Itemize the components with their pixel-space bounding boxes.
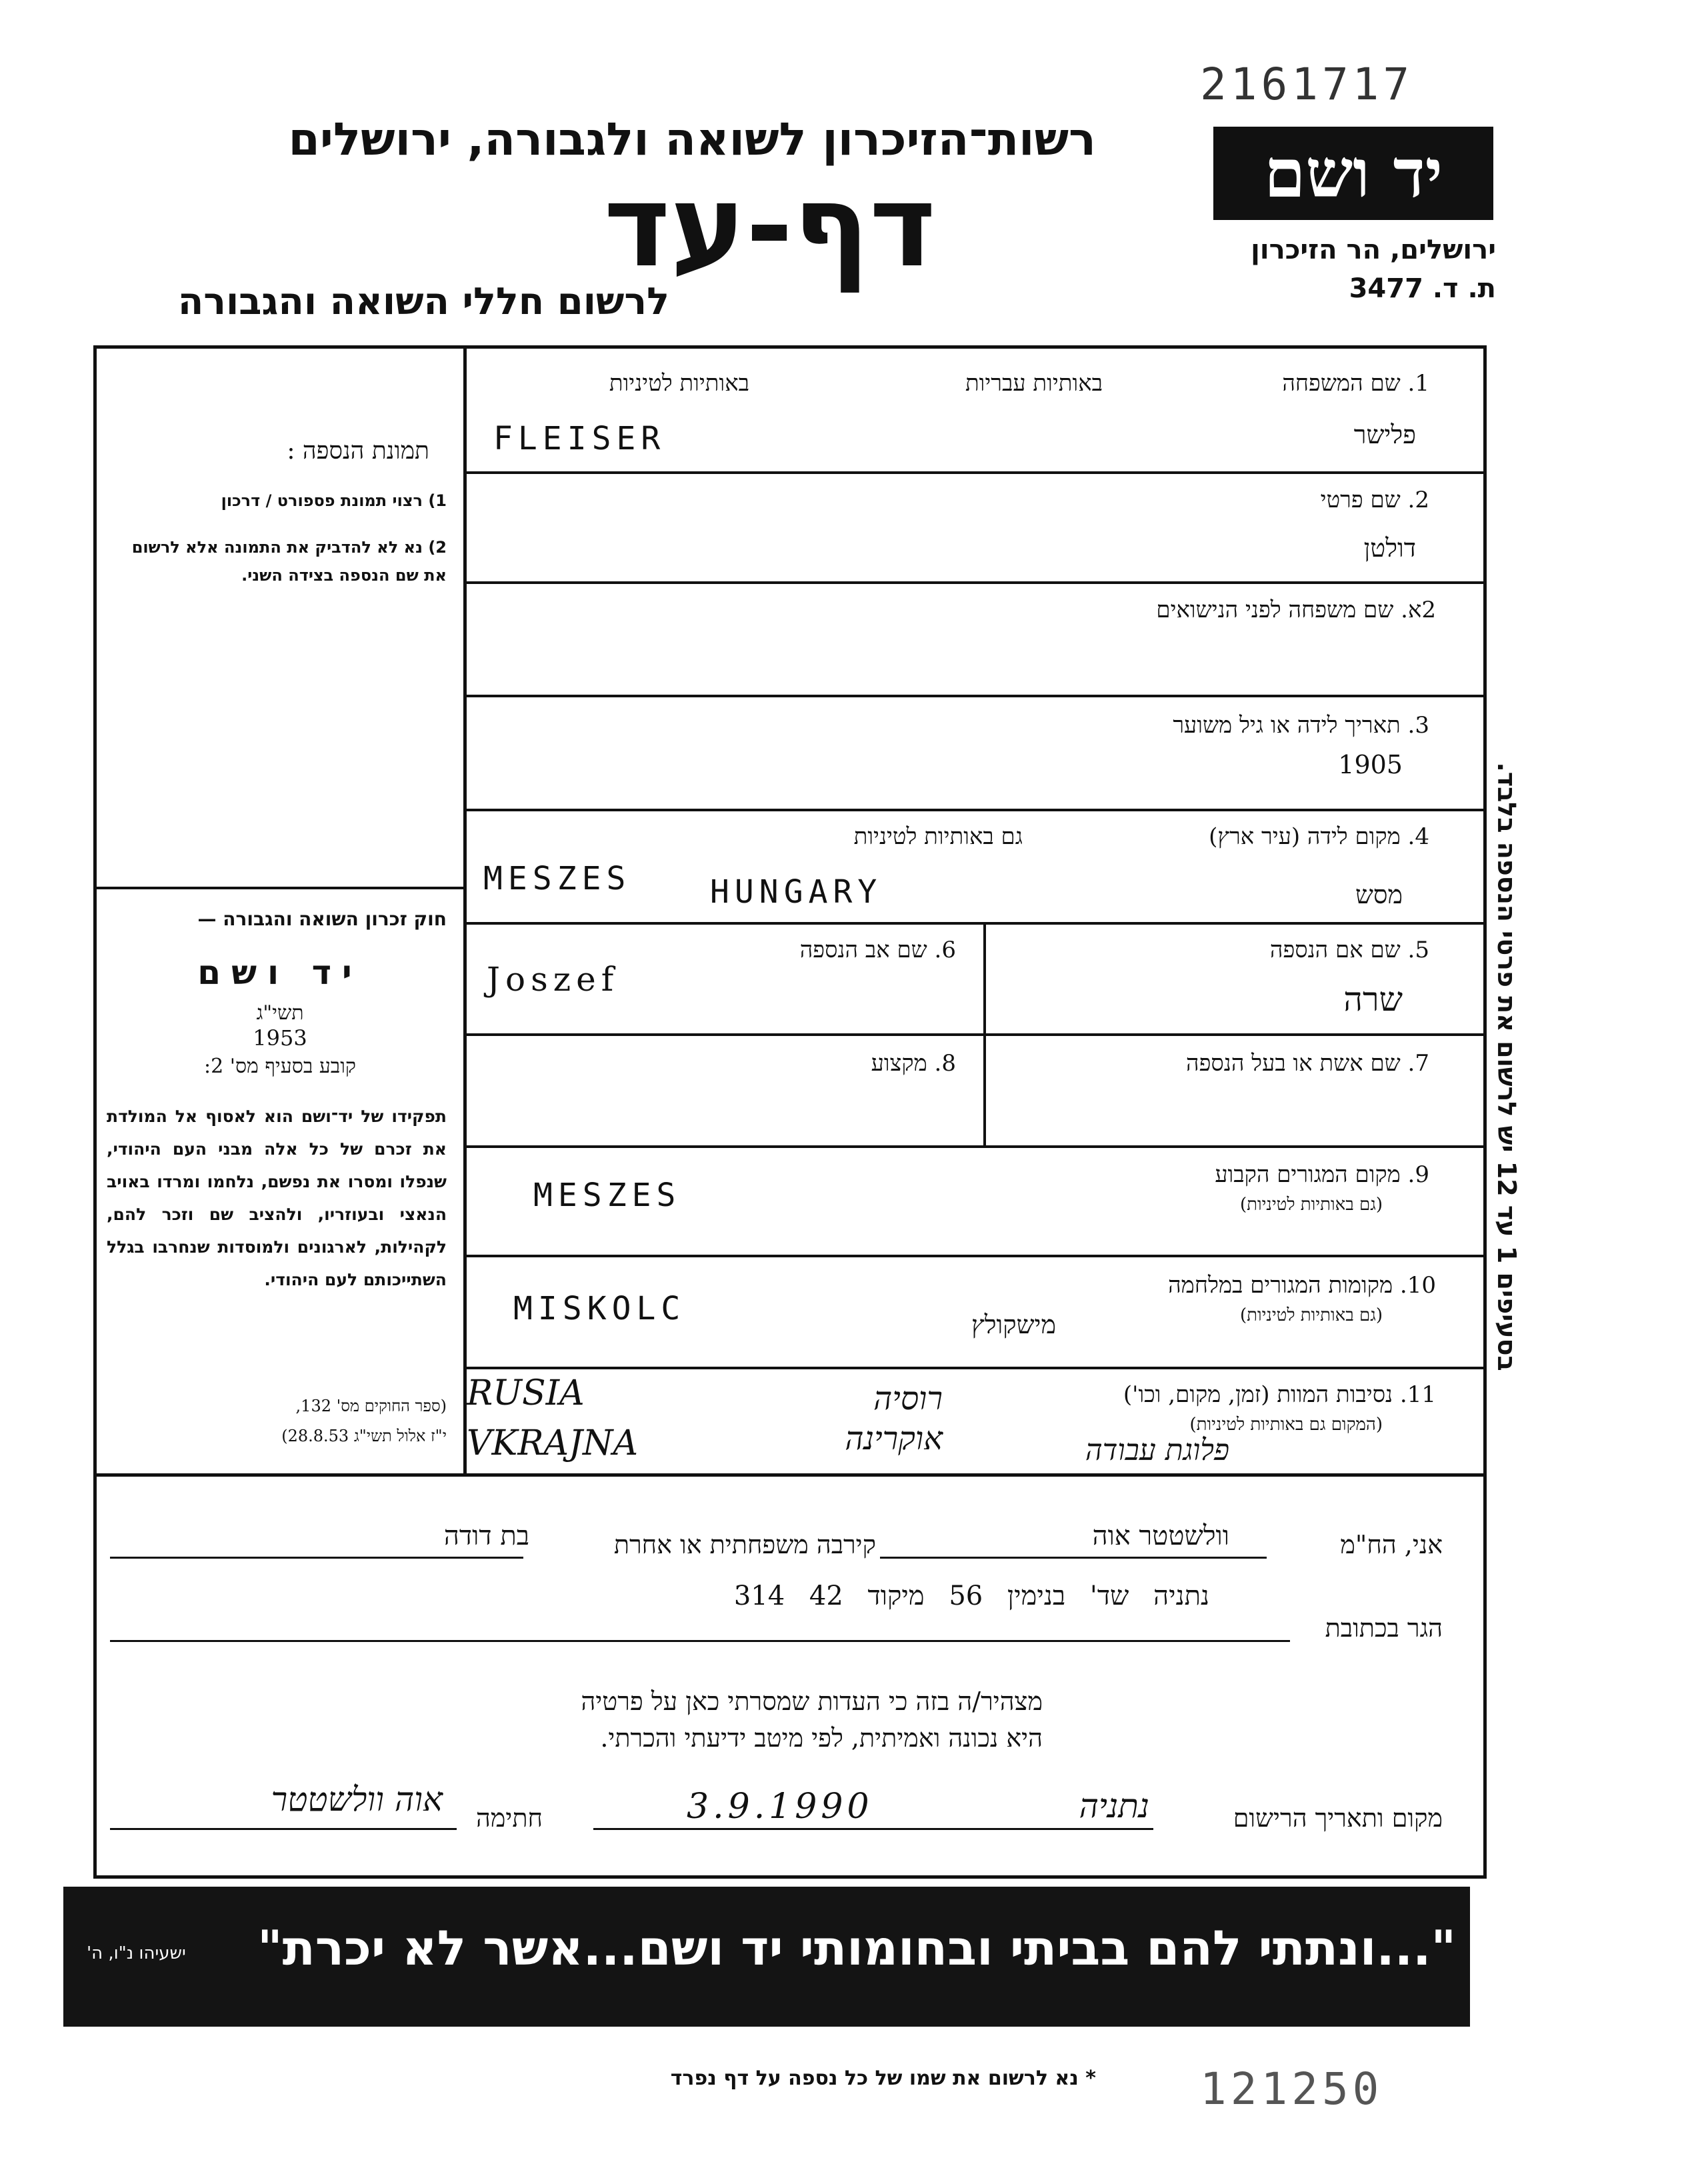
- field-10-value-latin: MISKOLC: [513, 1290, 686, 1327]
- field-9-sub: (גם באותיות לטיניות): [1239, 1195, 1383, 1215]
- photo-box-item-1: 1) רצוי תמונת פספורט / דרכון: [221, 491, 447, 510]
- field-11-value-hebrew-3: פלוגת עבודה: [1085, 1433, 1229, 1467]
- field-11-value-hebrew-2: אוקרינה: [845, 1420, 943, 1457]
- signature-line: [110, 1828, 457, 1830]
- field-3-label: 3. תאריך לידה או גיל משוער: [1173, 712, 1429, 739]
- law-name: יד ושם: [197, 953, 363, 992]
- field-10-value-hebrew: מישקולץ: [971, 1310, 1056, 1339]
- row-line-5: [463, 922, 1487, 925]
- field-11-value-latin-1: RUSIA: [467, 1373, 585, 1413]
- declaration-line-2: היא נכונה ואמיתית, לפי מיטב ידיעתי והכרתי.: [600, 1723, 1043, 1753]
- field-2-label: 2. שם פרטי: [1320, 487, 1429, 513]
- declarant-prefix: אני, הח"מ: [1340, 1530, 1443, 1559]
- po-box: ת. ד. 3477: [1349, 273, 1496, 304]
- field-1-label: 1. שם המשפחה: [1282, 370, 1429, 397]
- place-date-line: [593, 1828, 1153, 1830]
- field-7-label: 7. שם אשת או בעל הנספה: [1186, 1050, 1429, 1077]
- signature-label: חתימה: [475, 1803, 543, 1833]
- field-4-value-country: HUNGARY: [710, 873, 883, 911]
- field-1-value-hebrew: פלישר: [1353, 420, 1416, 449]
- field-6-label: 6. שם אב הנספה: [799, 937, 956, 963]
- row-line-1: [463, 471, 1487, 474]
- signature: אוה וולשטטר: [271, 1780, 443, 1819]
- declaration-line-1: מצהיר/ה בזה כי העדות שמסרתי כאן על פרטיה: [581, 1687, 1043, 1716]
- field-11-value-latin-2: VKRAJNA: [467, 1423, 639, 1463]
- row-line-4: [463, 809, 1487, 811]
- relation-value: בת דודה: [443, 1521, 529, 1551]
- row-line-2: [463, 581, 1487, 584]
- relation-label: קירבה משפחתית או אחרת: [613, 1530, 876, 1559]
- institution-address: ירושלים, הר הזיכרון: [1251, 235, 1496, 265]
- photo-box-title: תמונת הנספה :: [287, 437, 429, 465]
- footer-note: * נא לרשום את שמו של כל נספה על דף נפרד: [670, 2067, 1096, 2090]
- form-subtitle: לרשום חללי השואה והגבורה: [177, 280, 669, 323]
- field-8-label: 8. מקצוע: [871, 1050, 956, 1077]
- field-9-label: 9. מקום המגורים הקבוע: [1215, 1161, 1429, 1188]
- field-9-value: MESZES: [533, 1177, 681, 1214]
- photo-box-item-2: 2) נא לא להדביק את התמונה אלא לרשום את שם הנספה בצידה השני.: [131, 538, 447, 585]
- law-section: קובע בסעיף מס' 2:: [204, 1055, 356, 1078]
- field-2a-label: 2א. שם משפחה לפני הנישואים: [1156, 597, 1436, 623]
- field-11-sub: (המקום גם באותיות לטיניות): [1189, 1415, 1383, 1435]
- row-line-7: [463, 1145, 1487, 1148]
- banner-source: ישעיהו נ"ו, ה': [87, 1943, 186, 1963]
- field-1-col-hebrew: באותיות עבריות: [965, 370, 1103, 397]
- address-label: הגר בכתובת: [1325, 1613, 1443, 1643]
- law-ref-1: (ספר החוקים מס' 132,: [295, 1397, 447, 1415]
- field-6-value: Joszef: [487, 960, 619, 999]
- law-text: תפקידו של יד־ושם הוא לאסוף אל המולדת את זכרם של כל אלה מבני העם היהודי, שנפלו ומסרו את נפשם, נלחמו ומרדו באויב הנאצי ובעוזריו, ולהציב שם וזכר להם, לקהילות, לארגונים ולמוסדות שנחרבו בגלל השתייכותם לעם היהודי.: [107, 1107, 447, 1289]
- document-number-top: 2161717: [1200, 59, 1414, 110]
- logo-text: יד ושם: [1264, 134, 1443, 213]
- mid-column-divider: [983, 922, 986, 1145]
- document-number-bottom: 121250: [1200, 2063, 1383, 2115]
- law-heading: חוק זכרון השואה והגבורה —: [197, 908, 447, 930]
- field-5-value: שרה: [1343, 980, 1403, 1019]
- field-10-sub: (גם באותיות לטיניות): [1239, 1305, 1383, 1325]
- declarant-name-line: [880, 1557, 1267, 1559]
- address-line: [110, 1640, 1290, 1642]
- field-10-label: 10. מקומות המגורים במלחמה: [1168, 1272, 1436, 1299]
- left-box-divider: [93, 887, 467, 889]
- row-line-3: [463, 695, 1487, 697]
- field-3-value: 1905: [1338, 750, 1403, 779]
- left-column-divider: [463, 345, 467, 1475]
- side-note: בסעיפים 1 עד 12 יש לרשום את פרטי הנספה בלבד.: [1492, 762, 1521, 1371]
- row-line-6: [463, 1033, 1487, 1036]
- field-5-label: 5. שם אם הנספה: [1269, 937, 1429, 963]
- field-1-value-latin: FLEISER: [493, 420, 666, 457]
- declarant-name: וולשטטר אוה: [1092, 1521, 1229, 1551]
- field-4-value-city: MESZES: [483, 860, 631, 897]
- place-date-label: מקום ותאריך הרישום: [1233, 1803, 1443, 1833]
- field-4-label: 4. מקום לידה (עיר ארץ): [1209, 823, 1429, 850]
- field-1-col-latin: באותיות לטיניות: [609, 370, 749, 397]
- field-2-value: דולטן: [1363, 533, 1416, 563]
- law-year-heb: תשי"ג: [256, 1001, 304, 1025]
- authority-name: רשות־הזיכרון לשואה ולגבורה, ירושלים: [288, 113, 1096, 166]
- field-4-col-latin: גם באותיות לטיניות: [853, 823, 1023, 850]
- field-11-value-hebrew-1: רוסיה: [873, 1380, 943, 1417]
- address-value: נתניה שד' בנימין 56 מיקוד 42 314: [733, 1581, 1209, 1611]
- form-title: דף-עד: [603, 161, 936, 293]
- field-11-label: 11. נסיבות המוות (זמן, מקום, וכו'): [1123, 1381, 1436, 1408]
- registration-place: נתניה: [1079, 1787, 1149, 1825]
- law-ref-2: י"ז אלול תשי"ג 28.8.53): [281, 1427, 447, 1445]
- banner-quote: "...ונתתי להם בביתי ובחומותי יד ושם...אשר לא יכרת": [257, 1920, 1456, 1976]
- yad-vashem-logo: [1213, 127, 1493, 220]
- law-year: 1953: [253, 1025, 307, 1051]
- form-table-bottom: [93, 1473, 1487, 1477]
- field-4-value-hebrew: מסש: [1355, 880, 1403, 909]
- row-line-9: [463, 1367, 1487, 1369]
- relation-line: [110, 1557, 523, 1559]
- registration-date: 3.9.1990: [687, 1787, 873, 1827]
- row-line-8: [463, 1255, 1487, 1257]
